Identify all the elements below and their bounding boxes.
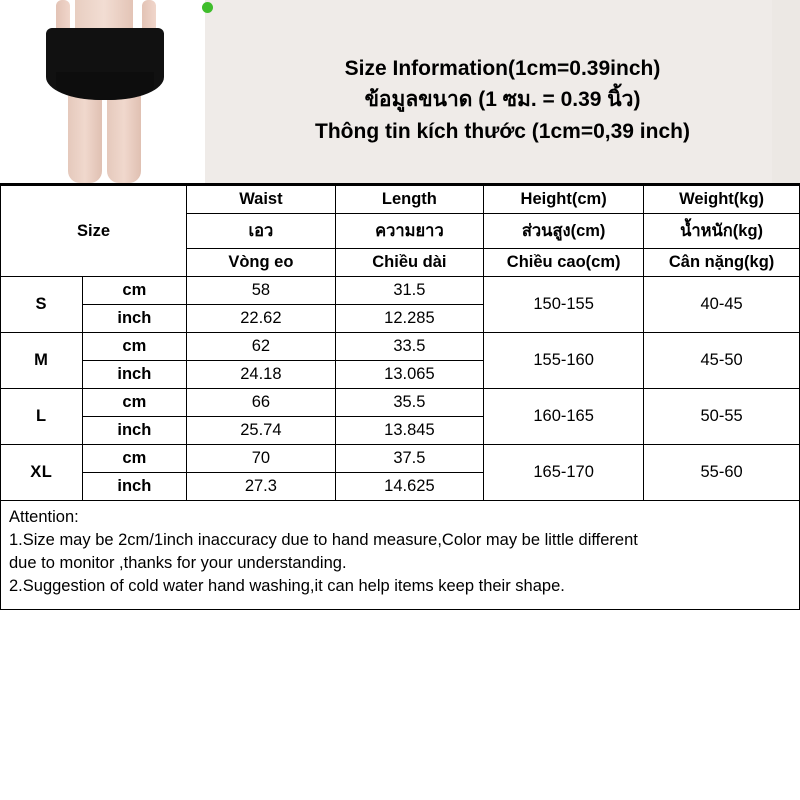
header-length-th: ความยาว	[335, 214, 484, 249]
weight-l: 50-55	[644, 389, 800, 445]
unit-inch-xl: inch	[82, 473, 187, 501]
table-row	[1, 333, 800, 361]
row-size-xl: XL	[1, 445, 83, 501]
unit-inch-m: inch	[82, 361, 187, 389]
table-row	[1, 277, 800, 305]
attention-line-1: 1.Size may be 2cm/1inch inaccuracy due to hand measure,Color may be little different	[9, 530, 638, 549]
waist-cm-m: 62	[187, 333, 336, 361]
table-row	[1, 389, 800, 417]
banner-title-vi: Thông tin kích thước (1cm=0,39 inch)	[315, 119, 690, 143]
weight-m: 45-50	[644, 333, 800, 389]
header-waist-en: Waist	[187, 186, 336, 214]
height-s: 150-155	[484, 277, 644, 333]
row-size-m: M	[1, 333, 83, 389]
product-photo	[0, 0, 205, 183]
header-length-vi: Chiều dài	[335, 249, 484, 277]
waist-inch-xl: 27.3	[187, 473, 336, 501]
header-weight-vi: Cân nặng(kg)	[644, 249, 800, 277]
height-xl: 165-170	[484, 445, 644, 501]
header-waist-th: เอว	[187, 214, 336, 249]
length-cm-xl: 37.5	[335, 445, 484, 473]
unit-cm-xl: cm	[82, 445, 187, 473]
length-cm-m: 33.5	[335, 333, 484, 361]
size-header-cell: Size	[1, 186, 187, 277]
weight-xl: 55-60	[644, 445, 800, 501]
length-inch-l: 13.845	[335, 417, 484, 445]
height-m: 155-160	[484, 333, 644, 389]
table-header-row-en	[1, 186, 800, 214]
size-table	[0, 185, 800, 501]
unit-inch-s: inch	[82, 305, 187, 333]
bottom-whitespace	[0, 610, 800, 677]
row-size-l: L	[1, 389, 83, 445]
length-cm-s: 31.5	[335, 277, 484, 305]
banner-title-group	[205, 0, 800, 183]
unit-inch-l: inch	[82, 417, 187, 445]
header-height-en: Height(cm)	[484, 186, 644, 214]
length-inch-s: 12.285	[335, 305, 484, 333]
row-size-s: S	[1, 277, 83, 333]
length-cm-l: 35.5	[335, 389, 484, 417]
waist-cm-xl: 70	[187, 445, 336, 473]
length-inch-xl: 14.625	[335, 473, 484, 501]
header-height-th: ส่วนสูง(cm)	[484, 214, 644, 249]
waist-inch-s: 22.62	[187, 305, 336, 333]
attention-line-3: 2.Suggestion of cold water hand washing,it can help items keep their shape.	[9, 576, 565, 595]
length-inch-m: 13.065	[335, 361, 484, 389]
attention-title: Attention:	[9, 508, 79, 526]
waist-cm-s: 58	[187, 277, 336, 305]
header-waist-vi: Vòng eo	[187, 249, 336, 277]
black-skirt	[46, 28, 164, 100]
header-banner	[0, 0, 800, 185]
unit-cm-s: cm	[82, 277, 187, 305]
header-weight-en: Weight(kg)	[644, 186, 800, 214]
banner-title-th: ข้อมูลขนาด (1 ซม. = 0.39 นิ้ว)	[364, 88, 641, 112]
height-l: 160-165	[484, 389, 644, 445]
header-length-en: Length	[335, 186, 484, 214]
header-height-vi: Chiều cao(cm)	[484, 249, 644, 277]
attention-line-2: due to monitor ,thanks for your understanding.	[9, 553, 347, 572]
header-weight-th: น้ำหนัก(kg)	[644, 214, 800, 249]
attention-block	[0, 501, 800, 610]
waist-inch-m: 24.18	[187, 361, 336, 389]
table-row	[1, 445, 800, 473]
waist-inch-l: 25.74	[187, 417, 336, 445]
weight-s: 40-45	[644, 277, 800, 333]
waist-cm-l: 66	[187, 389, 336, 417]
unit-cm-m: cm	[82, 333, 187, 361]
banner-title-en: Size Information(1cm=0.39inch)	[344, 57, 661, 81]
unit-cm-l: cm	[82, 389, 187, 417]
